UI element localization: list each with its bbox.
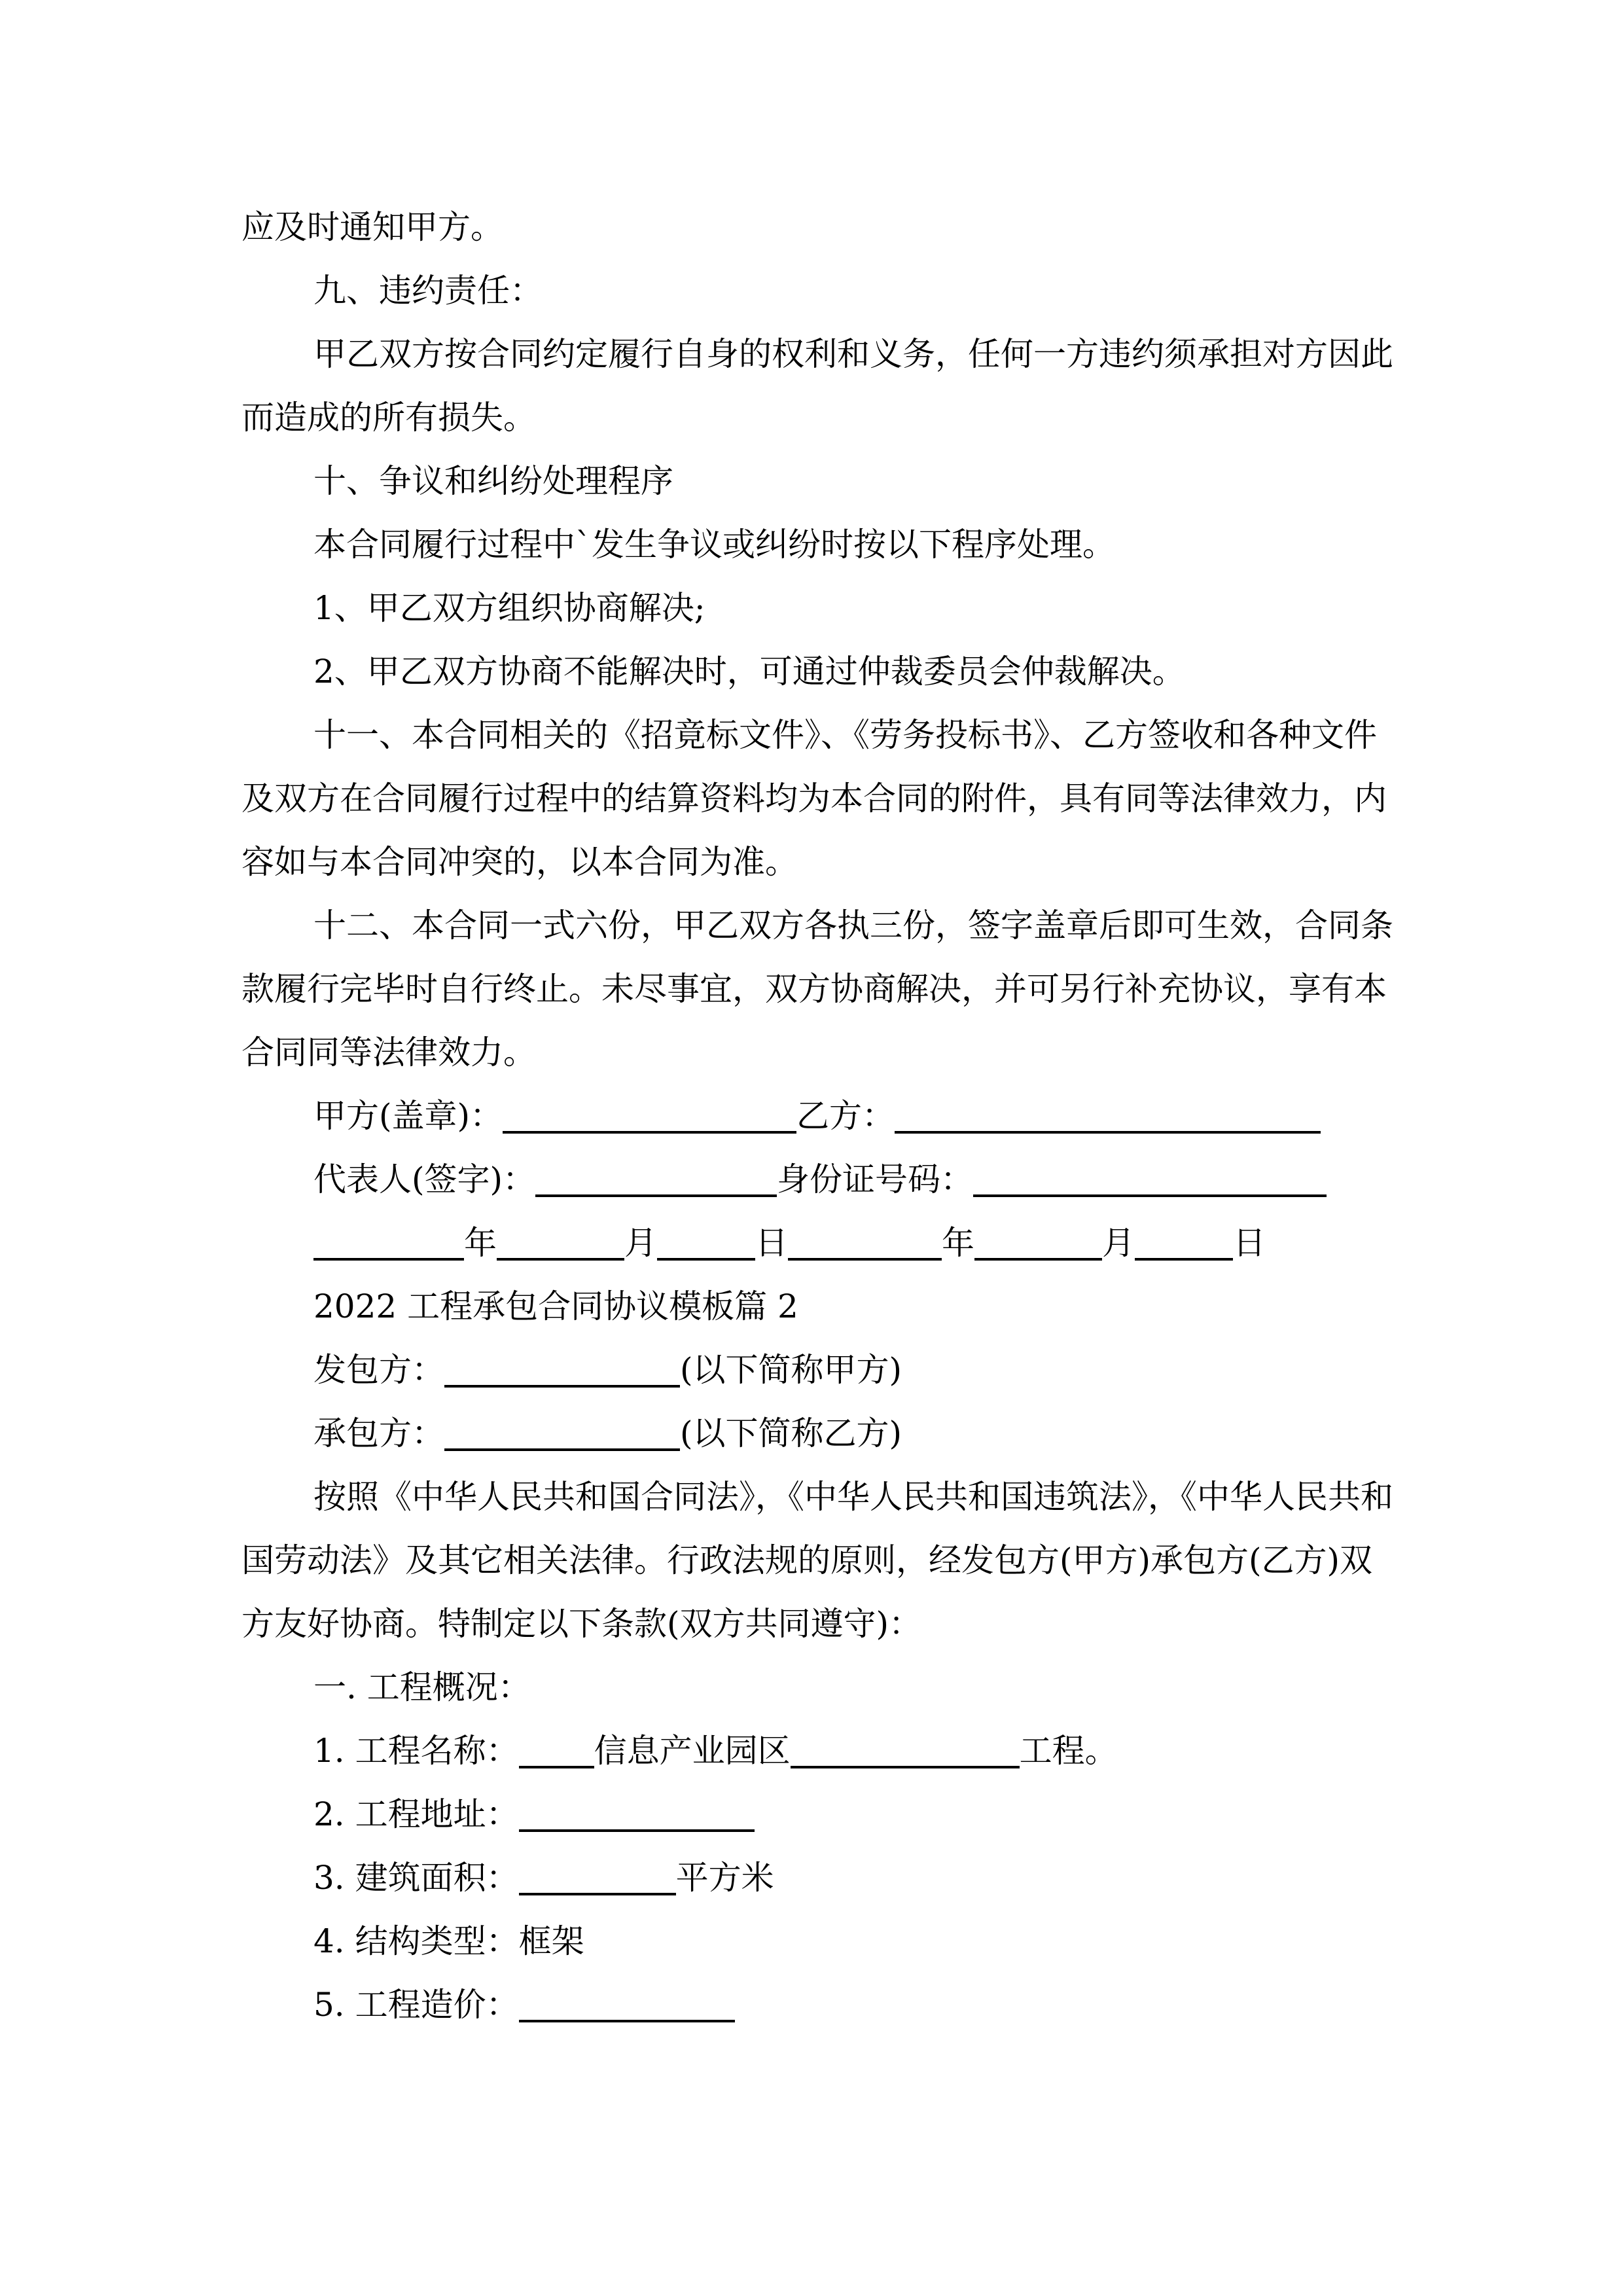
doc-line — [241, 577, 1406, 640]
text-run: 3. 建筑面积： — [313, 1859, 519, 1897]
text-run: 十二、本合同一式六份，甲乙双方各执三份，签字盖章后即可生效，合同条 — [313, 906, 1393, 944]
doc-line — [241, 1656, 1406, 1719]
doc-line — [241, 1211, 1406, 1275]
fill-in-blank — [973, 1160, 1327, 1197]
text-run: (以下简称甲方) — [680, 1351, 902, 1389]
text-run: 日 — [1233, 1224, 1266, 1262]
doc-line — [241, 1783, 1406, 1846]
fill-in-blank — [791, 1732, 1020, 1768]
doc-line — [241, 1402, 1406, 1465]
text-run: 容如与本合同冲突的，以本合同为准。 — [241, 843, 798, 881]
text-run: (以下简称乙方) — [680, 1414, 902, 1452]
text-run: 年 — [942, 1224, 974, 1262]
text-run: 及双方在合同履行过程中的结算资料均为本合同的附件，具有同等法律效力，内 — [241, 780, 1387, 817]
doc-line — [241, 259, 1406, 323]
text-run: 信息产业园区 — [594, 1732, 791, 1770]
fill-in-blank — [444, 1351, 680, 1388]
doc-line — [241, 1465, 1406, 1529]
text-run: 2022 工程承包合同协议模板篇 2 — [313, 1287, 798, 1325]
text-run: 平方米 — [675, 1859, 774, 1897]
doc-line — [241, 1338, 1406, 1402]
text-run: 月 — [624, 1224, 657, 1262]
fill-in-blank — [313, 1224, 464, 1261]
doc-line — [241, 1719, 1406, 1783]
doc-line — [241, 1592, 1406, 1656]
text-run: 乙方： — [796, 1097, 895, 1135]
doc-line — [241, 1148, 1406, 1211]
text-run: 日 — [755, 1224, 788, 1262]
fill-in-blank — [519, 1795, 755, 1832]
text-run: 承包方： — [313, 1414, 444, 1452]
doc-line — [241, 1021, 1406, 1085]
fill-in-blank — [974, 1224, 1102, 1261]
doc-line — [241, 894, 1406, 958]
doc-line — [241, 386, 1406, 450]
text-run: 1、甲乙双方组织协商解决; — [313, 589, 705, 627]
fill-in-blank — [895, 1097, 1321, 1134]
text-run: 5. 工程造价： — [313, 1986, 519, 2024]
fill-in-blank — [788, 1224, 942, 1261]
fill-in-blank — [503, 1097, 796, 1134]
text-run: 月 — [1102, 1224, 1135, 1262]
text-run: 1. 工程名称： — [313, 1732, 519, 1770]
doc-line — [241, 704, 1406, 767]
doc-line — [241, 958, 1406, 1021]
text-run: 2、甲乙双方协商不能解决时，可通过仲裁委员会仲裁解决。 — [313, 653, 1185, 691]
text-run: 国劳动法》及其它相关法律。行政法规的原则，经发包方(甲方)承包方(乙方)双 — [241, 1541, 1373, 1579]
text-run: 2. 工程地址： — [313, 1795, 519, 1833]
text-run: 发包方： — [313, 1351, 444, 1389]
text-run: 合同同等法律效力。 — [241, 1033, 536, 1071]
text-run: 应及时通知甲方。 — [241, 208, 503, 246]
text-run: 甲乙双方按合同约定履行自身的权利和义务，任何一方违约须承担对方因此 — [313, 335, 1393, 373]
fill-in-blank — [444, 1414, 680, 1451]
doc-line — [241, 1085, 1406, 1148]
text-run: 九、违约责任： — [313, 272, 543, 310]
fill-in-blank — [535, 1160, 777, 1197]
text-run: 十一、本合同相关的《招竟标文件》、《劳务投标书》、乙方签收和各种文件 — [313, 716, 1377, 754]
doc-line — [241, 1973, 1406, 2037]
doc-line — [241, 640, 1406, 704]
text-run: 按照《中华人民共和国合同法》，《中华人民共和国违筑法》，《中华人民共和 — [313, 1478, 1393, 1516]
fill-in-blank — [519, 1986, 735, 2022]
section-heading — [241, 1275, 1406, 1338]
text-run: 本合同履行过程中`发生争议或纠纷时按以下程序处理。 — [313, 526, 1115, 564]
doc-line — [241, 450, 1406, 513]
doc-line — [241, 1529, 1406, 1592]
fill-in-blank — [519, 1732, 594, 1768]
doc-line — [241, 767, 1406, 831]
doc-line — [241, 1846, 1406, 1910]
text-run: 款履行完毕时自行终止。未尽事宜，双方协商解决，并可另行补充协议，享有本 — [241, 970, 1387, 1008]
text-run: 一. 工程概况： — [313, 1668, 531, 1706]
document-body — [241, 196, 1406, 2037]
fill-in-blank — [1135, 1224, 1233, 1261]
doc-line — [241, 323, 1406, 386]
doc-line — [241, 1910, 1406, 1973]
text-run: 而造成的所有损失。 — [241, 399, 536, 437]
text-run: 方友好协商。特制定以下条款(双方共同遵守)： — [241, 1605, 922, 1643]
text-run: 十、争议和纠纷处理程序 — [313, 462, 673, 500]
text-run: 4. 结构类型：框架 — [313, 1922, 584, 1960]
text-run: 代表人(签字)： — [313, 1160, 536, 1198]
doc-line — [241, 513, 1406, 577]
fill-in-blank — [497, 1224, 624, 1261]
text-run: 年 — [464, 1224, 497, 1262]
text-run: 身份证号码： — [777, 1160, 974, 1198]
text-run: 工程。 — [1019, 1732, 1118, 1770]
fill-in-blank — [519, 1859, 676, 1895]
text-run: 甲方(盖章)： — [313, 1097, 503, 1135]
fill-in-blank — [657, 1224, 755, 1261]
doc-line — [241, 831, 1406, 894]
doc-line — [241, 196, 1406, 259]
